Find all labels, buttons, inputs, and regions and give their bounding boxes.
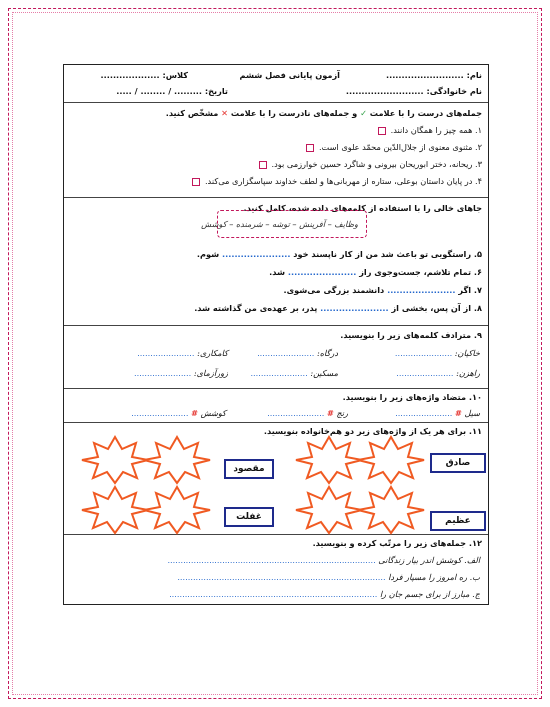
header-row — [64, 65, 488, 103]
star-shape — [80, 435, 150, 485]
word-bank — [201, 210, 367, 238]
fill-item: ۵. راستگویی تو باعث شد من از کار ناپسند خود ...................... شوم. — [196, 249, 482, 259]
word-box-maghsood: مقصود — [224, 459, 274, 479]
tf-item: ۳. ریحانه، دختر ابوریحان بیرونی و شاگرد حسین خوارزمی بود. — [259, 159, 482, 170]
tf-instruction-part3: مشخّص کنید. — [165, 108, 219, 118]
tf-item: ۴. در پایان داستان بوعلی، ستاره از مهربانی‌ها و لطف خداوند سپاسگزاری می‌کند. — [192, 176, 482, 187]
reorder-item: ب. ره امروز را مسپار فردا ................................................................................ — [177, 572, 480, 582]
tf-item: ۱. همه چیز را همگان دانند. — [378, 125, 482, 136]
check-mark-icon: ✓ — [360, 108, 367, 118]
star-shape — [142, 485, 212, 535]
tf-instruction — [166, 108, 482, 119]
antonym-item: رنج # ...................... — [267, 408, 348, 418]
fill-item: ۸. از آن پس، بخشی از ...................... پدر، بر عهده‌ی من گذاشته شد. — [194, 303, 482, 313]
section-synonyms — [64, 326, 488, 389]
star-shape — [142, 435, 212, 485]
synonym-item: کامکاری: ...................... — [137, 348, 228, 358]
section-word-family — [64, 423, 488, 535]
star-shape — [80, 485, 150, 535]
section-fill-blanks — [64, 198, 488, 326]
family-instruction: ۱۱. برای هر یک از واژه‌های زیر دو هم‌خانواده بنویسید. — [263, 426, 482, 436]
reorder-item: الف. کوشش اندر بیار زندگانی ................................................................................ — [167, 555, 480, 565]
section-reorder — [64, 535, 488, 606]
synonym-item: خاکیان: ...................... — [394, 348, 480, 358]
exam-sheet — [63, 64, 489, 605]
star-shape — [356, 485, 426, 535]
name-label: نام: ......................... — [385, 70, 482, 80]
checkbox[interactable] — [192, 178, 200, 186]
antonym-instruction: ۱۰. متضاد واژه‌های زیر را بنویسید. — [342, 392, 482, 402]
reorder-instruction: ۱۲. جمله‌های زیر را مرتّب کرده و بنویسید. — [312, 538, 482, 548]
checkbox[interactable] — [259, 161, 267, 169]
word-box-gheflat: غفلت — [224, 507, 274, 527]
word-box-azim: عظیم — [430, 511, 486, 531]
star-shape — [294, 435, 364, 485]
fill-item: ۷. اگر ...................... دانشمند بزرگی می‌شوی. — [283, 285, 482, 295]
exam-title: آزمون پایانی فصل ششم — [239, 70, 340, 80]
synonym-item: درگاه: ...................... — [257, 348, 338, 358]
synonym-item: مسکین: ...................... — [250, 368, 338, 378]
reorder-item: ج. مبارز از برای جسم جان را ................................................................................ — [169, 589, 480, 599]
date-label: تاریخ: ......... / ........ / ..... — [116, 86, 228, 96]
family-label: نام خانوادگی: ......................... — [345, 86, 482, 96]
checkbox[interactable] — [378, 127, 386, 135]
section-antonyms — [64, 389, 488, 423]
synonym-item: زورآزمای: ...................... — [133, 368, 228, 378]
synonym-instruction: ۹. مترادف کلمه‌های زیر را بنویسید. — [340, 330, 482, 340]
star-shape — [294, 485, 364, 535]
class-label: کلاس: ................... — [100, 70, 188, 80]
word-box-sadegh: صادق — [430, 453, 486, 473]
fill-instruction: جاهای خالی را با استفاده از کلمه‌های داده شده، کامل کنید. — [243, 203, 482, 213]
checkbox[interactable] — [306, 144, 314, 152]
antonym-item: سیل # ...................... — [395, 408, 480, 418]
word-bank-text: وظایف – آفرینش – توشه – شرمنده – کوشش — [201, 219, 358, 229]
section-true-false — [64, 103, 488, 198]
synonym-item: راهزن: ...................... — [396, 368, 480, 378]
cross-mark-icon: ✕ — [221, 108, 229, 118]
star-shape — [356, 435, 426, 485]
tf-instruction-part1: جمله‌های درست را با علامت — [369, 108, 482, 118]
tf-item: ۲. مثنوی معنوی از جلال‌الدّین محمّد علوی است. — [306, 142, 482, 153]
tf-instruction-part2: و جمله‌های نادرست را با علامت — [230, 108, 358, 118]
antonym-item: کوشش # ...................... — [131, 408, 226, 418]
fill-item: ۶. تمام تلاشم، جست‌وجوی راز ...................... شد. — [269, 267, 482, 277]
